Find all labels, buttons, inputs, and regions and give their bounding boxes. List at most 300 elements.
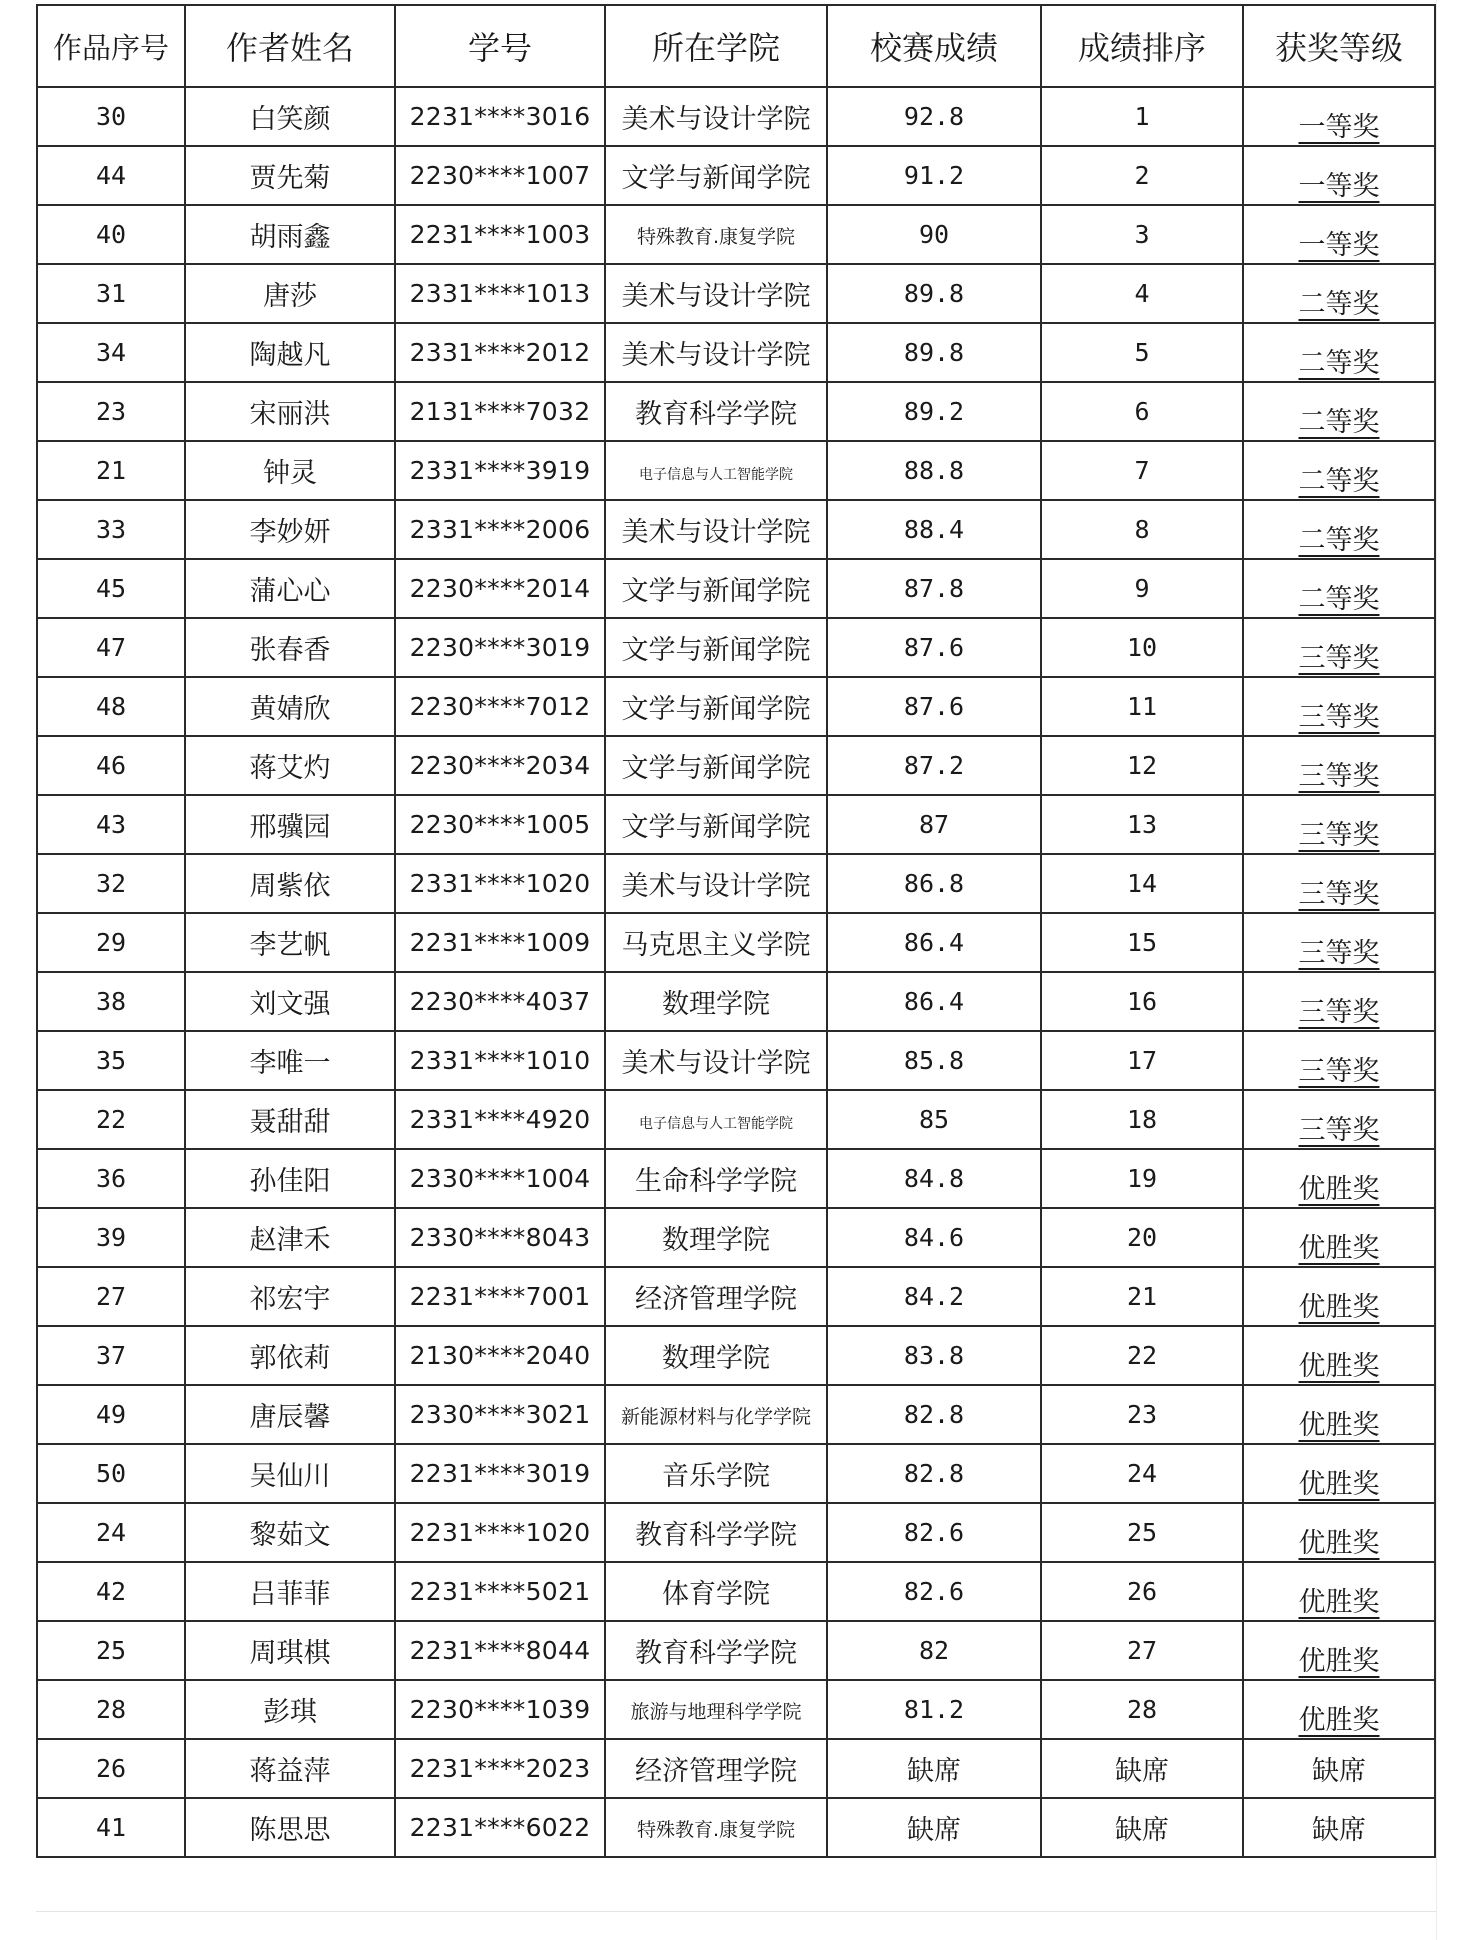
cell-award [1243, 736, 1435, 795]
cell-author-name-text: 蒋艾灼 [249, 753, 331, 784]
cell-work-no-text: 32 [95, 869, 127, 898]
cell-author-name [185, 146, 395, 205]
cell-rank [1041, 1739, 1243, 1798]
cell-student-id [395, 1444, 605, 1503]
cell-award-text: 三等奖 [1298, 997, 1380, 1028]
cell-author-name [185, 1267, 395, 1326]
cell-student-id-text: 2230****4037 [409, 987, 591, 1016]
cell-author-name [185, 1149, 395, 1208]
cell-award [1243, 677, 1435, 736]
cell-rank-text: 22 [1126, 1341, 1158, 1370]
cell-score-text: 86.8 [903, 869, 965, 898]
cell-college [605, 1326, 827, 1385]
cell-work-no-text: 47 [95, 633, 127, 662]
cell-college-text: 文学与新闻学院 [621, 694, 811, 725]
sheet-gridline [1436, 0, 1437, 1940]
cell-author-name-text: 李唯一 [249, 1048, 331, 1079]
cell-author-name-text: 赵津禾 [249, 1225, 331, 1256]
cell-author-name [185, 264, 395, 323]
cell-award-text: 二等奖 [1298, 289, 1380, 320]
cell-student-id-text: 2231****1003 [409, 220, 591, 249]
cell-score-text: 82.6 [903, 1518, 965, 1547]
cell-award-text: 缺席 [1312, 1815, 1366, 1846]
cell-student-id [395, 1149, 605, 1208]
cell-student-id [395, 1680, 605, 1739]
cell-work-no [37, 1385, 185, 1444]
cell-score-text: 82 [918, 1636, 950, 1665]
cell-student-id-text: 2330****3021 [409, 1400, 591, 1429]
cell-author-name [185, 205, 395, 264]
cell-student-id-text: 2230****1039 [409, 1695, 591, 1724]
cell-rank-text: 6 [1134, 397, 1150, 426]
cell-award [1243, 441, 1435, 500]
cell-rank-text: 5 [1134, 338, 1150, 367]
cell-award [1243, 1326, 1435, 1385]
cell-college [605, 1739, 827, 1798]
cell-author-name-text: 张春香 [249, 635, 331, 666]
cell-award-text: 三等奖 [1298, 938, 1380, 969]
cell-score [827, 1503, 1041, 1562]
cell-award [1243, 1798, 1435, 1857]
cell-author-name-text: 蒋益萍 [249, 1756, 331, 1787]
cell-score-text: 87.8 [903, 574, 965, 603]
cell-rank [1041, 736, 1243, 795]
cell-author-name-text: 祁宏宇 [249, 1284, 331, 1315]
cell-award-text: 二等奖 [1298, 525, 1380, 556]
cell-student-id [395, 618, 605, 677]
cell-award-text: 优胜奖 [1298, 1705, 1380, 1736]
cell-rank [1041, 618, 1243, 677]
cell-author-name-text: 刘文强 [249, 989, 331, 1020]
cell-student-id-text: 2330****1004 [409, 1164, 591, 1193]
cell-author-name [185, 559, 395, 618]
cell-score [827, 146, 1041, 205]
cell-college [605, 1149, 827, 1208]
cell-award [1243, 1562, 1435, 1621]
cell-rank-text: 3 [1134, 220, 1150, 249]
cell-student-id [395, 1267, 605, 1326]
cell-rank [1041, 1149, 1243, 1208]
cell-college-text: 数理学院 [662, 1343, 770, 1374]
cell-score [827, 913, 1041, 972]
cell-score-text: 83.8 [903, 1341, 965, 1370]
cell-author-name [185, 1031, 395, 1090]
cell-college-text: 数理学院 [662, 1225, 770, 1256]
cell-author-name [185, 618, 395, 677]
cell-work-no [37, 87, 185, 146]
table-row [37, 500, 1435, 559]
cell-college-text: 美术与设计学院 [621, 1048, 811, 1079]
cell-work-no [37, 1149, 185, 1208]
table-row [37, 559, 1435, 618]
cell-award [1243, 500, 1435, 559]
cell-score [827, 559, 1041, 618]
table-row [37, 854, 1435, 913]
cell-author-name-text: 聂甜甜 [249, 1107, 331, 1138]
cell-student-id [395, 323, 605, 382]
cell-author-name [185, 1739, 395, 1798]
cell-rank-text: 9 [1134, 574, 1150, 603]
cell-college-text: 教育科学学院 [635, 1638, 797, 1669]
table-row [37, 1326, 1435, 1385]
cell-award-text: 三等奖 [1298, 820, 1380, 851]
cell-student-id [395, 1385, 605, 1444]
cell-award-text: 三等奖 [1298, 879, 1380, 910]
cell-rank [1041, 972, 1243, 1031]
cell-score-text: 84.6 [903, 1223, 965, 1252]
cell-award [1243, 1208, 1435, 1267]
cell-student-id [395, 1739, 605, 1798]
cell-work-no [37, 500, 185, 559]
cell-score-text: 缺席 [907, 1756, 961, 1787]
cell-college-text: 特殊教育.康复学院 [636, 226, 796, 248]
cell-college-text: 马克思主义学院 [621, 930, 811, 961]
header-rank: 成绩排序 [1041, 5, 1243, 87]
cell-work-no-text: 41 [95, 1813, 127, 1842]
cell-student-id-text: 2231****1020 [409, 1518, 591, 1547]
cell-score [827, 1326, 1041, 1385]
cell-work-no-text: 25 [95, 1636, 127, 1665]
cell-rank-text: 2 [1134, 161, 1150, 190]
cell-college [605, 146, 827, 205]
cell-college-text: 数理学院 [662, 989, 770, 1020]
cell-score [827, 1090, 1041, 1149]
table-row [37, 1621, 1435, 1680]
cell-work-no [37, 1680, 185, 1739]
cell-work-no-text: 31 [95, 279, 127, 308]
cell-work-no [37, 146, 185, 205]
cell-student-id-text: 2331****2012 [409, 338, 591, 367]
cell-author-name [185, 1621, 395, 1680]
cell-score-text: 87 [918, 810, 950, 839]
cell-score [827, 323, 1041, 382]
cell-work-no [37, 618, 185, 677]
cell-work-no-text: 37 [95, 1341, 127, 1370]
cell-student-id-text: 2230****1007 [409, 161, 591, 190]
cell-award [1243, 264, 1435, 323]
cell-author-name [185, 913, 395, 972]
cell-rank [1041, 1326, 1243, 1385]
cell-work-no [37, 559, 185, 618]
cell-author-name-text: 郭依莉 [249, 1343, 331, 1374]
cell-rank [1041, 1090, 1243, 1149]
cell-award [1243, 913, 1435, 972]
table-row [37, 1444, 1435, 1503]
cell-author-name-text: 贾先菊 [249, 163, 331, 194]
cell-score [827, 972, 1041, 1031]
cell-award-text: 二等奖 [1298, 584, 1380, 615]
cell-rank [1041, 677, 1243, 736]
table-row [37, 736, 1435, 795]
cell-score [827, 677, 1041, 736]
cell-rank-text: 11 [1126, 692, 1158, 721]
cell-award [1243, 1090, 1435, 1149]
cell-college-text: 经济管理学院 [635, 1756, 797, 1787]
cell-rank [1041, 1031, 1243, 1090]
cell-college [605, 323, 827, 382]
cell-award [1243, 559, 1435, 618]
cell-author-name [185, 972, 395, 1031]
cell-rank-text: 13 [1126, 810, 1158, 839]
cell-college [605, 1208, 827, 1267]
table-row [37, 323, 1435, 382]
cell-student-id-text: 2331****1020 [409, 869, 591, 898]
cell-college [605, 1031, 827, 1090]
cell-author-name [185, 1326, 395, 1385]
cell-college-text: 文学与新闻学院 [621, 812, 811, 843]
cell-award-text: 优胜奖 [1298, 1528, 1380, 1559]
cell-rank [1041, 1503, 1243, 1562]
cell-score [827, 87, 1041, 146]
cell-student-id-text: 2231****8044 [409, 1636, 591, 1665]
cell-college-text: 教育科学学院 [635, 1520, 797, 1551]
cell-author-name-text: 周琪棋 [249, 1638, 331, 1669]
cell-award [1243, 1680, 1435, 1739]
cell-student-id [395, 1031, 605, 1090]
cell-author-name-text: 李艺帆 [249, 930, 331, 961]
cell-work-no-text: 46 [95, 751, 127, 780]
cell-student-id-text: 2230****2034 [409, 751, 591, 780]
cell-score-text: 92.8 [903, 102, 965, 131]
cell-college [605, 441, 827, 500]
cell-student-id [395, 264, 605, 323]
header-college: 所在学院 [605, 5, 827, 87]
cell-rank [1041, 1680, 1243, 1739]
cell-college [605, 500, 827, 559]
cell-college-text: 美术与设计学院 [621, 871, 811, 902]
cell-score-text: 88.4 [903, 515, 965, 544]
cell-rank-text: 缺席 [1115, 1815, 1169, 1846]
cell-award [1243, 1444, 1435, 1503]
cell-college-text: 美术与设计学院 [621, 281, 811, 312]
cell-rank-text: 8 [1134, 515, 1150, 544]
cell-award [1243, 205, 1435, 264]
cell-score-text: 84.8 [903, 1164, 965, 1193]
cell-award-text: 三等奖 [1298, 1056, 1380, 1087]
cell-score [827, 618, 1041, 677]
cell-author-name [185, 677, 395, 736]
table-row [37, 677, 1435, 736]
cell-work-no-text: 24 [95, 1518, 127, 1547]
cell-work-no [37, 1739, 185, 1798]
cell-college [605, 264, 827, 323]
cell-rank [1041, 559, 1243, 618]
cell-work-no-text: 23 [95, 397, 127, 426]
cell-author-name [185, 441, 395, 500]
cell-rank [1041, 382, 1243, 441]
cell-college-text: 经济管理学院 [635, 1284, 797, 1315]
cell-award [1243, 618, 1435, 677]
cell-award-text: 一等奖 [1298, 112, 1380, 143]
cell-college-text: 电子信息与人工智能学院 [639, 467, 793, 483]
cell-author-name-text: 宋丽洪 [249, 399, 331, 430]
cell-author-name-text: 邢骥园 [249, 812, 331, 843]
cell-student-id-text: 2331****1010 [409, 1046, 591, 1075]
cell-rank-text: 1 [1134, 102, 1150, 131]
cell-college [605, 1444, 827, 1503]
cell-author-name [185, 87, 395, 146]
cell-college-text: 教育科学学院 [635, 399, 797, 430]
cell-work-no-text: 43 [95, 810, 127, 839]
table-row [37, 1798, 1435, 1857]
cell-student-id-text: 2230****2014 [409, 574, 591, 603]
cell-student-id-text: 2231****1009 [409, 928, 591, 957]
header-work-no: 作品序号 [37, 5, 185, 87]
cell-college [605, 382, 827, 441]
cell-score-text: 89.2 [903, 397, 965, 426]
cell-student-id-text: 2230****1005 [409, 810, 591, 839]
cell-student-id [395, 1798, 605, 1857]
cell-rank [1041, 1385, 1243, 1444]
cell-award-text: 一等奖 [1298, 230, 1380, 261]
cell-work-no-text: 48 [95, 692, 127, 721]
cell-author-name-text: 唐辰馨 [249, 1402, 331, 1433]
cell-work-no [37, 1621, 185, 1680]
cell-rank-text: 18 [1126, 1105, 1158, 1134]
cell-student-id-text: 2130****2040 [409, 1341, 591, 1370]
cell-rank-text: 19 [1126, 1164, 1158, 1193]
cell-work-no-text: 42 [95, 1577, 127, 1606]
cell-work-no-text: 22 [95, 1105, 127, 1134]
cell-author-name-text: 黎茹文 [249, 1520, 331, 1551]
cell-author-name-text: 蒲心心 [249, 576, 331, 607]
cell-rank-text: 14 [1126, 869, 1158, 898]
cell-work-no-text: 33 [95, 515, 127, 544]
header-row [37, 5, 1435, 87]
cell-award [1243, 1031, 1435, 1090]
cell-rank-text: 缺席 [1115, 1756, 1169, 1787]
cell-work-no [37, 677, 185, 736]
cell-college [605, 1503, 827, 1562]
cell-rank-text: 28 [1126, 1695, 1158, 1724]
table-row [37, 618, 1435, 677]
cell-award [1243, 87, 1435, 146]
cell-college [605, 795, 827, 854]
cell-author-name-text: 白笑颜 [249, 104, 331, 135]
cell-student-id [395, 1208, 605, 1267]
cell-rank [1041, 795, 1243, 854]
cell-score-text: 91.2 [903, 161, 965, 190]
cell-college-text: 音乐学院 [662, 1461, 770, 1492]
cell-award [1243, 1267, 1435, 1326]
cell-rank-text: 10 [1126, 633, 1158, 662]
cell-work-no [37, 913, 185, 972]
cell-work-no-text: 21 [95, 456, 127, 485]
cell-rank [1041, 1798, 1243, 1857]
cell-college [605, 1798, 827, 1857]
cell-award-text: 缺席 [1312, 1756, 1366, 1787]
cell-author-name-text: 彭琪 [263, 1697, 317, 1728]
cell-work-no-text: 39 [95, 1223, 127, 1252]
cell-author-name-text: 吴仙川 [249, 1461, 331, 1492]
cell-college-text: 特殊教育.康复学院 [636, 1819, 796, 1841]
cell-award-text: 三等奖 [1298, 643, 1380, 674]
cell-score [827, 1267, 1041, 1326]
cell-author-name [185, 854, 395, 913]
cell-author-name [185, 323, 395, 382]
cell-rank-text: 20 [1126, 1223, 1158, 1252]
cell-college [605, 854, 827, 913]
cell-rank [1041, 500, 1243, 559]
cell-rank-text: 7 [1134, 456, 1150, 485]
cell-score-text: 86.4 [903, 928, 965, 957]
cell-rank [1041, 854, 1243, 913]
cell-rank-text: 17 [1126, 1046, 1158, 1075]
cell-author-name-text: 陈思思 [249, 1815, 331, 1846]
cell-college [605, 618, 827, 677]
cell-rank [1041, 441, 1243, 500]
cell-student-id [395, 1090, 605, 1149]
cell-college [605, 913, 827, 972]
table-row [37, 1031, 1435, 1090]
cell-score-text: 82.8 [903, 1459, 965, 1488]
cell-author-name [185, 736, 395, 795]
cell-student-id [395, 736, 605, 795]
cell-work-no [37, 1562, 185, 1621]
cell-rank-text: 23 [1126, 1400, 1158, 1429]
cell-award [1243, 795, 1435, 854]
table-row [37, 913, 1435, 972]
cell-award-text: 优胜奖 [1298, 1292, 1380, 1323]
cell-award-text: 优胜奖 [1298, 1587, 1380, 1618]
cell-work-no [37, 1798, 185, 1857]
cell-score [827, 441, 1041, 500]
header-student-id: 学号 [395, 5, 605, 87]
cell-score [827, 736, 1041, 795]
cell-award [1243, 146, 1435, 205]
cell-author-name-text: 钟灵 [263, 458, 317, 489]
cell-student-id-text: 2331****2006 [409, 515, 591, 544]
cell-score [827, 1562, 1041, 1621]
cell-author-name-text: 吕菲菲 [249, 1579, 331, 1610]
cell-work-no [37, 736, 185, 795]
cell-score [827, 382, 1041, 441]
table-row [37, 1562, 1435, 1621]
table-row [37, 1385, 1435, 1444]
cell-student-id-text: 2330****8043 [409, 1223, 591, 1252]
cell-score-text: 87.2 [903, 751, 965, 780]
cell-author-name-text: 孙佳阳 [249, 1166, 331, 1197]
cell-rank [1041, 913, 1243, 972]
cell-college-text: 美术与设计学院 [621, 340, 811, 371]
cell-work-no-text: 34 [95, 338, 127, 367]
cell-work-no [37, 1444, 185, 1503]
cell-rank [1041, 1562, 1243, 1621]
cell-student-id [395, 146, 605, 205]
table-row [37, 795, 1435, 854]
cell-student-id [395, 1326, 605, 1385]
cell-score [827, 1149, 1041, 1208]
table-row [37, 1208, 1435, 1267]
results-table [36, 4, 1436, 1858]
table-row [37, 1149, 1435, 1208]
cell-work-no [37, 1090, 185, 1149]
cell-student-id [395, 1562, 605, 1621]
cell-author-name [185, 795, 395, 854]
cell-student-id [395, 87, 605, 146]
cell-student-id-text: 2331****4920 [409, 1105, 591, 1134]
sheet-gridline [36, 1911, 1436, 1938]
cell-rank-text: 12 [1126, 751, 1158, 780]
cell-student-id-text: 2131****7032 [409, 397, 591, 426]
cell-award-text: 优胜奖 [1298, 1646, 1380, 1677]
cell-college [605, 87, 827, 146]
table-row [37, 146, 1435, 205]
cell-score [827, 205, 1041, 264]
cell-rank [1041, 87, 1243, 146]
cell-student-id [395, 559, 605, 618]
cell-college-text: 体育学院 [662, 1579, 770, 1610]
